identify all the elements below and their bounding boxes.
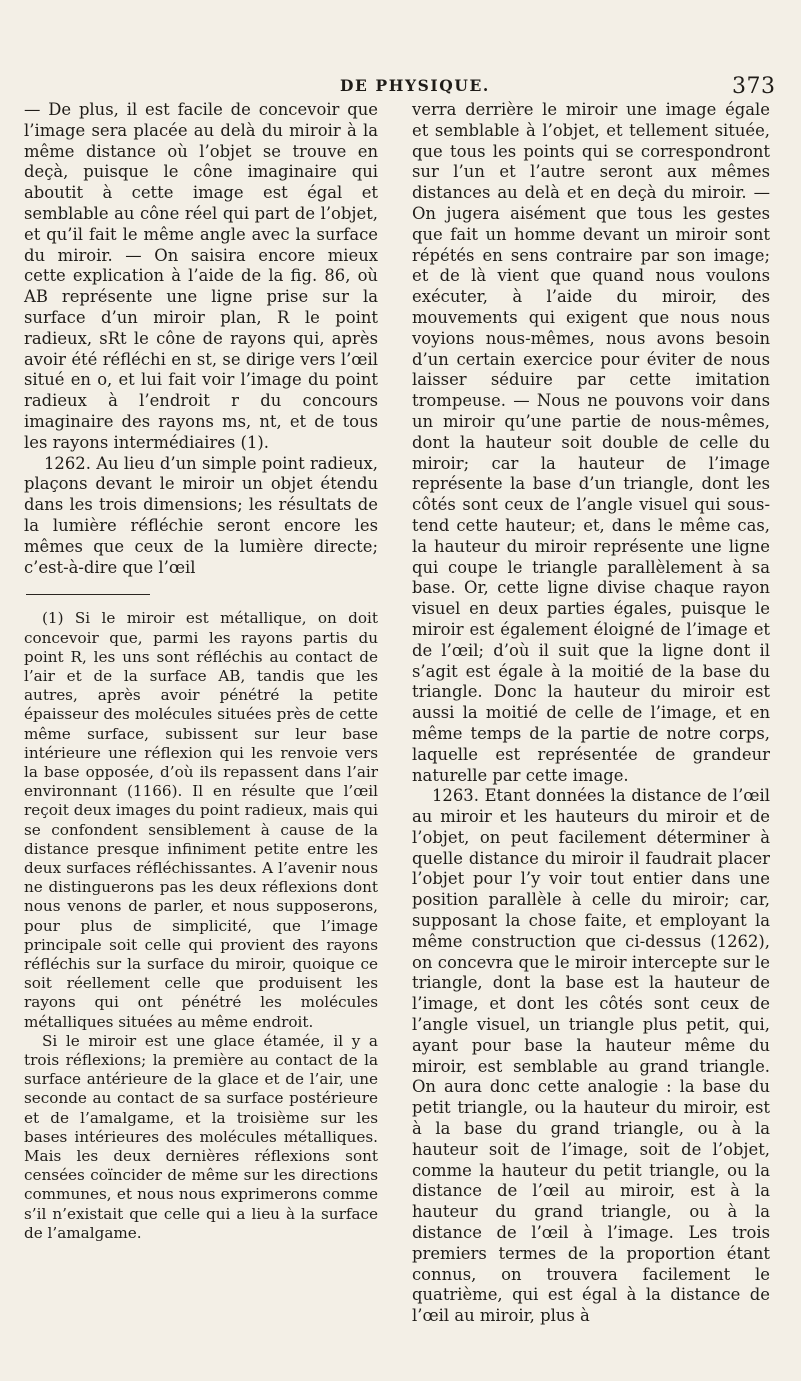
body-paragraph: 1263. Etant données la distance de l’œil au miroir et les hauteurs du miroir et de l’objet, on peut facilement déterminer à quelle distance du miroir il faudrait placer l’objet pour l’y voir tout entier dans une position parallèle à celle du miroir; car, supposant la chose faite, et employant la même construction que ci-dessus (1262), on concevra que le miroir intercepte sur le triangle, dont la base est la hauteur de l’image, et dont les côtés sont ceux de l’angle visuel, un triangle plus petit, qui, ayant pour base la hauteur même du miroir, est semblable au grand triangle. On aura donc cette analogie : la base du petit triangle, ou la hauteur du miroir, est à la base du grand triangle, ou à la hauteur soit de l’image, soit de l’objet, comme la hauteur du petit triangle, ou la distance de l’œil au miroir, est à la hauteur du grand triangle, ou à la distance de l’œil à l’image. Les trois premiers termes de la proportion étant connus, on trouvera facilement le quatrième, qui est égal à la distance de l’œil au miroir, plus à: [412, 786, 770, 1326]
right-column: [412, 100, 770, 1327]
running-title: DE PHYSIQUE.: [340, 76, 490, 95]
footnote-paragraph: (1) Si le miroir est métallique, on doit concevoir que, parmi les rayons partis du point R, les uns sont réfléchis au contact de l’air et de la surface AB, tandis que les autres, après avoir pénétré la petite épaisseur des molécules situées près de cette même surface, subissent sur leur base intérieure une réflexion qui les renvoie vers la base opposée, d’où ils repassent dans l’air environnant (1166). Il en résulte que l’œil reçoit deux images du point radieux, mais qui se confondent sensiblement à cause de la distance presque infiniment petite entre les deux surfaces réfléchissantes. A l’avenir nous ne distinguerons pas les deux réflexions dont nous venons de parler, et nous supposerons, pour plus de simplicité, que l’image principale soit celle qui provient des rayons réfléchis sur la surface du miroir, quoique ce soit réellement celle que produisent les rayons qui ont pénétré les molécules métalliques situées au même endroit.: [24, 609, 378, 1031]
body-paragraph: — De plus, il est facile de concevoir que l’image sera placée au delà du miroir à la même distance où l’objet se trouve en deçà, puisque le cône imaginaire qui aboutit à cette image est égal et semblable au cône réel qui part de l’objet, et qu’il fait le même angle avec la surface du miroir. — On saisira encore mieux cette explication à l’aide de la fig. 86, où AB représente une ligne prise sur la surface d’un miroir plan, R le point radieux, sRt le cône de rayons qui, après avoir été réfléchi en st, se dirige vers l’œil situé en o, et lui fait voir l’image du point radieux à l’endroit r du concours imaginaire des rayons ms, nt, et de tous les rayons intermédiaires (1).: [24, 100, 378, 452]
body-paragraph: verra derrière le miroir une image égale et semblable à l’objet, et tellement située, que tous les points qui se correspondront sur l’un et l’autre seront aux mêmes distances au delà et en deçà du miroir. — On jugera aisément que tous les gestes que fait un homme devant un miroir sont répétés en sens contraire par son image; et de là vient que quand nous voulons exécuter, à l’aide du miroir, des mouvements qui exigent que nous nous voyions nous-mêmes, nous avons besoin d’un certain exercice pour éviter de nous laisser séduire par cette imitation trompeuse. — Nous ne pouvons voir dans un miroir qu’une partie de nous-mêmes, dont la hauteur soit double de celle du miroir; car la hauteur de l’image représente la base d’un triangle, dont les côtés sont ceux de l’angle visuel qui sous-tend cette hauteur; et, dans le même cas, la hauteur du miroir représente une ligne qui coupe le triangle parallèlement à sa base. Or, cette ligne divise chaque rayon visuel en deux parties égales, puisque le miroir est également éloigné de l’image et de l’œil; d’où il suit que la ligne dont il s’agit est égale à la moitié de la base du triangle. Donc la hauteur du miroir est aussi la moitié de celle de l’image, et en même temps de la partie de notre corps, laquelle est représentée de grandeur naturelle par cette image.: [412, 100, 770, 785]
page-header: [0, 74, 801, 100]
body-paragraph: 1262. Au lieu d’un simple point radieux, plaçons devant le miroir un objet étendu dans les trois dimensions; les résultats de la lumière réfléchie seront encore les mêmes que ceux de la lumière directe; c’est-à-dire que l’œil: [24, 453, 378, 577]
footnote-divider: [26, 594, 150, 595]
footnote-paragraph: Si le miroir est une glace étamée, il y a trois réflexions; la première au contact de la surface antérieure de la glace et de l’air, une seconde au contact de sa surface postérieure et de l’amalgame, et la troisième sur les bases intérieures des molécules métalliques. Mais les deux dernières réflexions sont censées coïncider de même sur les directions communes, et nous nous exprimerons comme s’il n’existait que celle qui a lieu à la surface de l’amalgame.: [24, 1031, 378, 1242]
footnote: [24, 609, 378, 1243]
left-column: [24, 100, 378, 1243]
page-number: 373: [732, 74, 776, 99]
